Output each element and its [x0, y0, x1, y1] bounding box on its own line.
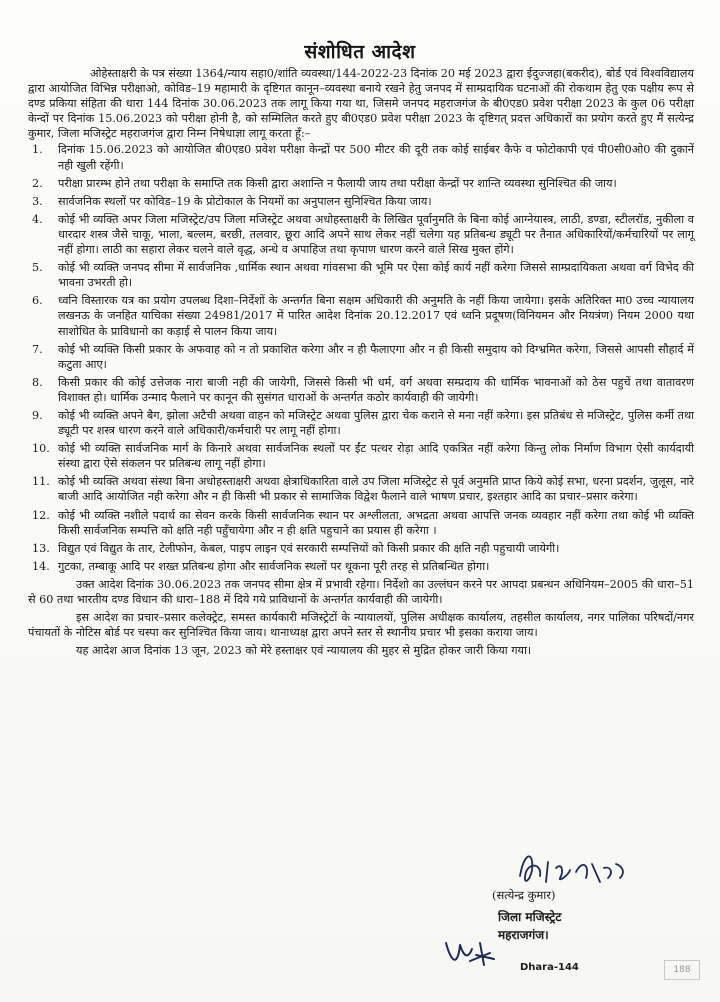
- document-title: संशोधित आदेश: [304, 41, 416, 63]
- point-number: 8.: [32, 375, 43, 389]
- point-number: 11.: [32, 475, 50, 489]
- document-tag: Dhara-144: [520, 962, 579, 973]
- order-point: [28, 260, 694, 290]
- order-point: [28, 212, 694, 257]
- point-text: परीक्षा प्रारम्भ होने तथा परीक्षा के समाप्ति तक किसी द्वारा अशान्ति न फैलायी जाय तथा परीक्षा केन्द्रों पर शान्ति व्यवस्था सुनिश्चित की जाय।: [58, 176, 617, 190]
- point-text: दिनांक 15.06.2023 को आयोजित बी0एड0 प्रवेश परीक्षा केन्द्रों पर 500 मीटर की दूरी तक कोई साईबर कैफे व फोटोकापी एवं पी0सी0ओ0 की दुकानें नही खुली रहेंगी।: [58, 143, 694, 172]
- point-number: 1.: [32, 143, 43, 157]
- point-text: कोई भी व्यक्ति अथवा संस्था बिना अधोहस्ताक्षरी अथवा क्षेत्राधिकारिता वाले उप जिला मजिस्ट्रेट से पूर्व अनुमति प्राप्त किये कोई सभा, धरना प्रदर्शन, जुलूस, नारे बाजी आदि आयोजित नही करेगा और न ही किसी भी प्रकार से सामाजिक विद्वेश फैलाने वाले भाषण प्रचार, इश्तहार आदि का प्रचार–प्रसार करेगा।: [58, 475, 694, 504]
- point-number: 2.: [32, 176, 43, 190]
- point-text: कोई भी व्यक्ति सार्वजनिक मार्ग के किनारे अथवा सार्वजनिक स्थलों पर ईंट पत्थर रोड़ा आदि एकत्रित नहीं करेगा किन्तु लोक निर्माण विभाग ऐसी कार्यदायी संस्था द्वारा ऐसे संकलन पर प्रतिबन्ध लागू नहीं होगा।: [58, 442, 694, 471]
- point-text: कोई भी व्यक्ति अपने बैग, झोला अटैची अथवा वाहन को मजिस्ट्रेट अथवा पुलिस द्वारा चेक कराने से मना नहीं करेगा। इस प्रतिबंध से मजिस्ट्रेट, पुलिस कर्मी तथा ड्यूटी पर शस्त्र धारण करने वाले अधिकारी/कर्मचारी पर लागू नहीं होगा।: [58, 408, 694, 438]
- point-text: कोई भी व्यक्ति जनपद सीमा में सार्वजनिक ,धार्मिक स्थान अथवा गांवसभा की भूमि पर ऐसा कोई कार्य नहीं करेगा जिससे साम्प्रदायिकता अथवा वर्ग विभेद की भावना उभरती हो।: [58, 261, 694, 290]
- signatory-designation: जिला मजिस्ट्रेट: [498, 910, 562, 924]
- point-number: 9.: [32, 408, 43, 422]
- point-text: ध्वनि विस्तारक यत्र का प्रयोग उपलब्ध दिशा–निर्देशों के अन्तर्गत बिना सक्षम अधिकारी की अनुमति के नहीं किया जायेगा। इसके अतिरिक्त मा0 उच्च न्यायालय लखनऊ के जनहित याचिका संख्या 24981/2017 में पारित आदेश दिनांक 20.12.2017 एवं ध्वनि प्रदूषण(विनियमन और नियत्रंण) नियम 2000 यथा साशोधित के प्राविधानो का कड़ाई से पालन किया जाय।: [58, 294, 694, 338]
- point-text: कोई भी व्यक्ति नशीले पदार्थ का सेवन करके किसी सार्वजनिक स्थान पर अश्लीलता, अभद्रता अथवा आपत्ति जनक व्यवहार नहीं करेगा तथा कोई भी व्यक्ति किसी सार्वजनिक सम्पत्ति को क्षति नही पहुँचायेगा और न ही क्षति पहुचाने का प्रयास ही करेगा ।: [58, 508, 694, 537]
- intro-paragraph: ओहेस्ताक्षरी के पत्र संख्या 1364/न्याय सहा0/शांति व्यवस्था/144-2022-23 दिनांक 20 मई 2023 द्वारा ईदुज्जहा(बकरीद), बोर्ड एवं विश्वविद्यालय द्वारा आयोजित विभिन्न परीक्षाओ, कोविड–19 महामारी के दृष्टिगत कानून–व्यवस्था बनाये रखने हेतु जनपद में साम्प्रदायिक घटनाओं की रोकथाम हेतु एक पक्षीय रूप से दण्ड प्रकिया संहिता की धारा 144 दिनांक 30.06.2023 तक लागू किया गया था, जिसमे जनपद महराजगंज के बी0एड0 प्रवेश परीक्षा 2023 के कुल 06 परीक्षा केन्दों पर दिनांक 15.06.2023 को परीक्षा होनी है, को सम्मिलित करते हुए बी0एड0 प्रवेश परीक्षा 2023 के दृष्टिगत् प्रदत्त अधिकारों का प्रयोग करते हुए मैं सत्येन्द्र कुमार, जिला मजिस्ट्रेट महराजगंज द्वारा निम्न निषेधाज्ञा लागू करता हूँ:–: [28, 67, 694, 141]
- order-point: [28, 176, 694, 191]
- order-points-list: [28, 142, 694, 573]
- order-point: [28, 559, 694, 574]
- point-number: 7.: [32, 342, 43, 356]
- document-body: [28, 66, 694, 661]
- point-text: विद्युत एवं विद्युत के तार, टेलीफोन, केबल, पाइप लाइन एवं सरकारी सम्पत्तियों को किसी प्रकार की क्षति नही पहुचायी जायेगी।: [58, 541, 560, 555]
- closing-paragraph-publicity: इस आदेश का प्रचार–प्रसार कलेक्ट्रेट, समस्त कार्यकारी मजिस्ट्रेटों के न्यायालयों, पुलिस अधीक्षक कार्यालय, तहसील कार्यालय, नगर पालिका परिषदों/नगर पंचायतों के नोटिस बोर्ड पर चस्पा कर सुनिश्चित किया जाय। थानाध्यक्ष द्वारा अपने स्तर से स्थानीय प्रचार भी इसका कराया जाय।: [28, 611, 694, 640]
- order-point: [28, 508, 694, 538]
- point-number: 14.: [32, 559, 50, 573]
- order-point: [28, 194, 694, 209]
- order-point: [28, 293, 694, 338]
- order-point: [28, 142, 694, 172]
- order-point: [28, 474, 694, 504]
- signatory-name: (सत्येन्द्र कुमार): [492, 888, 556, 902]
- handwritten-signature: [512, 842, 632, 894]
- point-text: कोई भी व्यक्ति किसी प्रकार के अफवाह को न तो प्रकाशित करेगा और न ही फैलाएगा और न ही किसी समुदाय को दिग्भ्रमित करेगा, जिससे आपसी सौहार्द में कटुता आए।: [58, 342, 694, 371]
- closing-paragraph-issue: यह आदेश आज दिनांक 13 जून, 2023 को मेरे हस्ताक्षर एवं न्यायालय की मुहर से मुद्रित होकर जारी किया गया।: [76, 644, 532, 658]
- order-point: [28, 541, 694, 556]
- order-point: [28, 342, 694, 372]
- handwritten-initials: [440, 935, 500, 971]
- point-number: 3.: [32, 194, 43, 208]
- point-number: 4.: [32, 212, 43, 226]
- signature-block: [468, 842, 688, 952]
- point-number: 5.: [32, 261, 43, 275]
- order-point: [28, 375, 694, 405]
- point-number: 6.: [32, 294, 43, 308]
- closing-paragraph-effect: उक्त आदेश दिनांक 30.06.2023 तक जनपद सीमा क्षेत्र में प्रभावी रहेगा। निर्देशो का उल्लंघन करने पर आपदा प्रबन्धन अधिनियम–2005 की धारा–51 से 60 तथा भारतीय दण्ड विधान की धारा–188 में दिये गये प्राविधानों के अन्तर्गत कार्यवाही की जायेगी।: [28, 577, 694, 606]
- signatory-place: महराजगंज।: [498, 928, 549, 942]
- page-number-mark: 188: [664, 960, 700, 980]
- point-number: 12.: [32, 508, 50, 522]
- point-number: 10.: [32, 442, 50, 456]
- point-number: 13.: [32, 541, 50, 555]
- point-text: किसी प्रकार की कोई उत्तेजक नारा बाजी नही की जायेगी, जिससे किसी भी धर्म, वर्ग अथवा सम्प्रदाय की धार्मिक भावनाओं को ठेस पहुचें तथा वातावरण विशाक्त हो। धार्मिक उन्माद फैलाने पर कानून की सुसंगत धाराओं के अन्तर्गत कठोर कार्यवाही की जायेगी।: [58, 375, 694, 404]
- point-text: सार्वजनिक स्थलों पर कोविड–19 के प्रोटोकाल के नियमों का अनुपालन सुनिश्चित किया जाय।: [58, 194, 432, 208]
- order-point: [28, 408, 694, 438]
- point-text: गुटका, तम्बाकू आदि पर शख्त प्रतिबन्ध होगा और सार्वजनिक स्थलों पर थूकना पूरी तरह से प्रतिबन्धित होगा।: [58, 559, 490, 573]
- order-point: [28, 441, 694, 471]
- point-text: कोई भी व्यक्ति अपर जिला मजिस्ट्रेट/उप जिला मजिस्ट्रेट अथवा अधोहस्ताक्षरी के लिखित पूर्वानुमति के बिना कोई आग्नेयास्त्र, लाठी, डण्डा, स्टीलरॉड, नुकीला व धारदार शस्त्र जैसे चाकू, भाला, बल्लम, बरछी, तलवार, छूरा आदि अपने साथ लेकर नहीं चलेगा यह प्रतिबन्ध ड्यूटी पर तैनात अधिकारियों/कर्मचारियों पर लागू नहीं होगा। लाठी का सहारा लेकर चलने वाले वृद्ध, अन्धे व अपाहिज तथा कृपाण धारण करने वाले सिख मुक्त होंगे।: [58, 212, 694, 257]
